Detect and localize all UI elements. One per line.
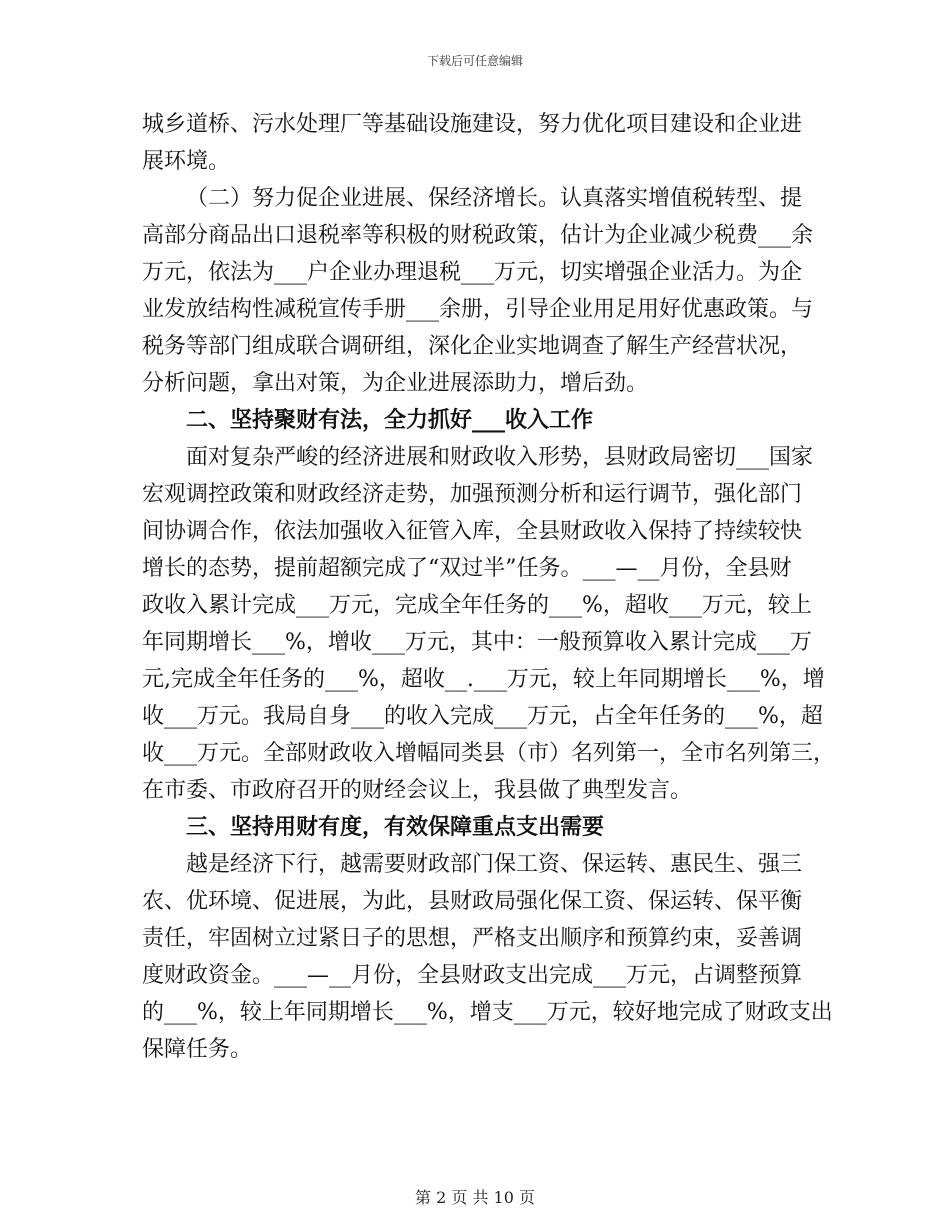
body-line-19: 在市委、市政府召开的财经会议上，我县做了典型发言。 bbox=[142, 778, 693, 803]
body-line-2: 展环境。 bbox=[142, 149, 231, 174]
paragraph-subsection-2: （二）努力促企业进展、保经济增长。认真落实增值税转型、提 bbox=[186, 186, 803, 211]
body-line-15: 年同期增长___%，增收___万元，其中：一般预算收入累计完成___万 bbox=[142, 630, 812, 655]
body-line-13: 增长的态势，提前超额完成了“双过半”任务。___—__月份，全县财 bbox=[142, 556, 792, 581]
page-footer: 第 2 页 共 10 页 bbox=[415, 1188, 535, 1207]
paragraph-revenue: 面对复杂严峻的经济进展和财政收入形势，县财政局密切___国家 bbox=[186, 445, 814, 470]
body-line-4: 高部分商品出口退税率等积极的财税政策，估计为企业减少税费___余 bbox=[142, 223, 814, 248]
paragraph-expenditure: 越是经济下行，越需要财政部门保工资、保运转、惠民生、强三 bbox=[186, 852, 803, 877]
body-line-6: 业发放结构性减税宣传手册___余册，引导企业用足用好优惠政策。与 bbox=[142, 297, 814, 322]
body-line-26: 保障任务。 bbox=[142, 1037, 253, 1062]
page-header: 下载后可任意编辑 bbox=[426, 54, 523, 68]
body-line-7: 税务等部门组成联合调研组，深化企业实地调查了解生产经营状况， bbox=[142, 334, 803, 359]
body-line-16: 元,完成全年任务的___%，超收__.___万元，较上年同期增长___%，增 bbox=[142, 667, 825, 692]
body-line-12: 间协调合作，依法加强收入征管入库，全县财政收入保持了持续较快 bbox=[142, 519, 803, 544]
document-body bbox=[142, 106, 836, 1068]
body-line-8: 分析问题，拿出对策，为企业进展添助力，增后劲。 bbox=[142, 371, 649, 396]
body-line-24: 度财政资金。___—__月份，全县财政支出完成___万元，占调整预算 bbox=[142, 963, 803, 988]
body-line-25: 的___%，较上年同期增长___%，增支___万元，较好地完成了财政支出 bbox=[142, 1000, 833, 1025]
body-line-11: 宏观调控政策和财政经济走势，加强预测分析和运行调节，强化部门 bbox=[142, 482, 803, 507]
body-line-14: 政收入累计完成___万元，完成全年任务的___%，超收___万元，较上 bbox=[142, 593, 812, 618]
section-heading-3: 三、坚持用财有度，有效保障重点支出需要 bbox=[186, 814, 605, 840]
body-line-22: 农、优环境、促进展，为此，县财政局强化保工资、保运转、保平衡 bbox=[142, 889, 803, 914]
body-line-17: 收___万元。我局自身___的收入完成___万元，占全年任务的___%，超 bbox=[142, 704, 823, 729]
body-line-23: 责任，牢固树立过紧日子的思想，严格支出顺序和预算约束，妥善调 bbox=[142, 926, 803, 951]
body-line-5: 万元，依法为___户企业办理退税___万元，切实增强企业活力。为企 bbox=[142, 260, 803, 285]
body-line-18: 收___万元。全部财政收入增幅同类县（市）名列第一，全市名列第三， bbox=[142, 741, 836, 766]
body-line-1: 城乡道桥、污水处理厂等基础设施建设，努力优化项目建设和企业进 bbox=[142, 112, 803, 137]
section-heading-2: 二、坚持聚财有法，全力抓好___收入工作 bbox=[186, 407, 594, 433]
